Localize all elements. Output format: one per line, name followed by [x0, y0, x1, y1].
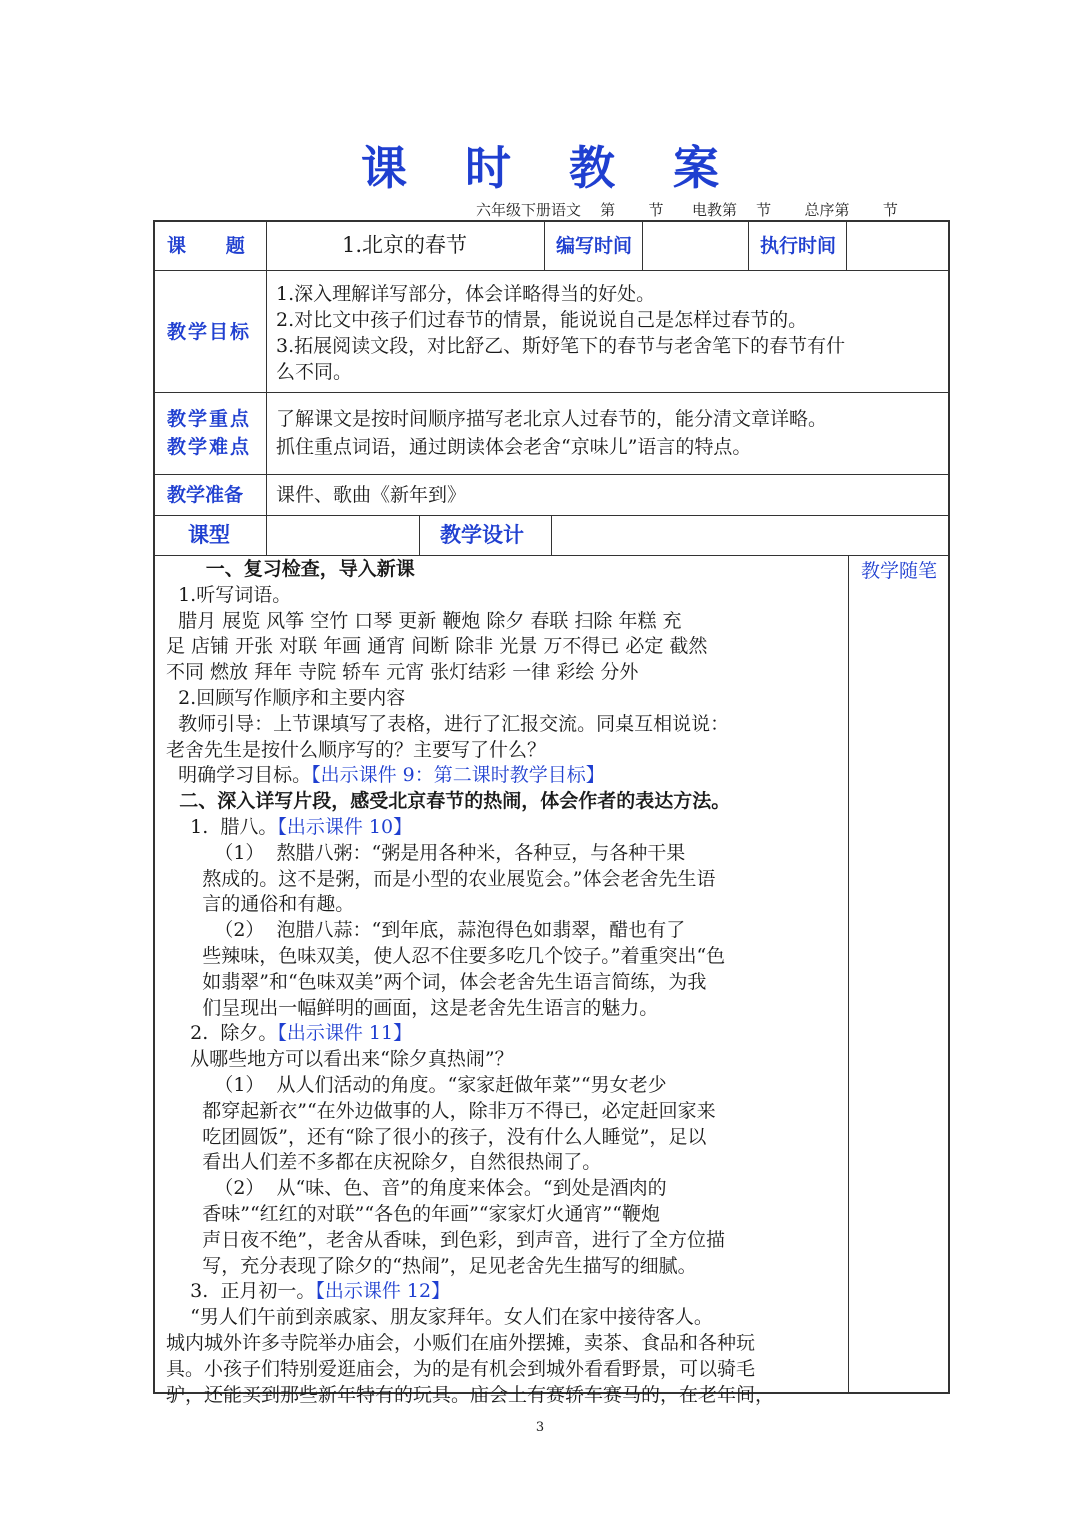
page-title: 课时教案	[361, 141, 777, 195]
prep-label: 教学准备	[167, 484, 244, 506]
body-line	[166, 815, 412, 841]
body-text: 二、深入详写片段，感受北京春节的热闹，体会作者的表达方法。	[166, 790, 731, 813]
body-line	[166, 867, 715, 893]
body-line	[166, 1176, 667, 1202]
goals-label: 教学目标	[167, 321, 252, 343]
col-divider	[748, 220, 749, 271]
body-text: 具。小孩子们特别爱逛庙会，为的是有机会到城外看看野景，可以骑毛	[166, 1357, 756, 1380]
notes-label: 教学随笔	[861, 560, 938, 582]
body-line	[166, 918, 685, 944]
body-text: 足 店铺 开张 对联 年画 通宵 间断 除非 光景 万不得已 必定 截然	[166, 635, 708, 658]
body-text: （1） 从人们活动的角度。“家家赶做年菜”“男女老少	[166, 1074, 667, 1096]
body-text: 如翡翠”和“色味双美”两个词，体会老舍先生语言简练，为我	[166, 970, 707, 993]
body-line	[166, 1047, 514, 1073]
body-line	[166, 1305, 713, 1331]
body-text: 一、复习检查，导入新课	[166, 558, 415, 580]
body-text: 明确学习目标。	[166, 764, 312, 787]
body-line	[166, 712, 729, 738]
body-text: 些辣味，色味双美，使人忍不住要多吃几个饺子。”着重突出“色	[166, 945, 726, 967]
body-line	[166, 1125, 706, 1151]
body-text: 1. 腊八。	[166, 816, 278, 838]
course-info-line: 六年级下册语文 第 节 电教第 节 总序第 节	[476, 201, 898, 219]
body-line	[166, 609, 682, 635]
body-text: 声日夜不绝”，老舍从香味，到色彩，到声音，进行了全方位描	[166, 1228, 725, 1251]
body-text: （1） 熬腊八粥：“粥是用各种米，各种豆，与各种干果	[166, 841, 686, 864]
body-text: 2.回顾写作顺序和主要内容	[166, 687, 406, 709]
body-text: 教师引导：上节课填写了表格，进行了汇报交流。同桌互相说说：	[166, 712, 730, 735]
lesson-type-label: 课型	[188, 523, 230, 547]
col-divider	[419, 515, 420, 556]
body-line	[166, 1228, 725, 1254]
courseware-reference: 【出示课件 11】	[277, 1022, 413, 1045]
row-divider	[153, 474, 950, 475]
body-line	[166, 634, 707, 660]
body-text: 吃团圆饭”，还有“除了很小的孩子，没有什么人睡觉”，足以	[166, 1125, 707, 1148]
body-text: 腊月 展览 风筝 空竹 口琴 更新 鞭炮 除夕 春联 扫除 年糕 充	[166, 609, 682, 632]
courseware-reference: 【出示课件 9：第二课时教学目标】	[311, 764, 605, 787]
body-line	[166, 1021, 412, 1047]
body-line	[166, 738, 546, 764]
table-border-right	[948, 220, 950, 1394]
body-line	[166, 763, 605, 789]
body-line	[166, 1073, 667, 1099]
key-point-text: 了解课文是按时间顺序描写老北京人过春节的，能分清文章详略。	[276, 408, 828, 430]
goal-line: 3.拓展阅读文段，对比舒乙、斯妤笔下的春节与老舍笔下的春节有什	[276, 335, 846, 357]
design-label: 教学设计	[440, 523, 524, 547]
prep-value: 课件、歌曲《新年到》	[276, 484, 467, 506]
body-text: 不同 燃放 拜年 寺院 轿车 元宵 张灯结彩 一律 彩绘 分外	[166, 661, 639, 684]
body-text: 熬成的。这不是粥，而是小型的农业展览会。”体会老舍先生语	[166, 867, 716, 890]
courseware-reference: 【出示课件 10】	[277, 816, 413, 838]
body-text: 从哪些地方可以看出来“除夕真热闹”？	[166, 1048, 514, 1071]
col-divider	[642, 220, 643, 271]
body-text: 写，充分表现了除夕的“热闹”，足见老舍先生描写的细腻。	[166, 1254, 697, 1277]
difficulties-label: 教学难点	[167, 436, 252, 458]
body-line	[166, 1150, 601, 1176]
goal-line: 么不同。	[276, 361, 353, 383]
body-text: 言的通俗和有趣。	[166, 893, 355, 916]
body-text: 城内城外许多寺院举办庙会，小贩们在庙外摆摊，卖茶、食品和各种玩	[166, 1332, 756, 1354]
body-text: 驴，还能买到那些新年特有的玩具。庙会上有赛轿车赛马的，在老年间，	[166, 1383, 775, 1406]
body-text: 们呈现出一幅鲜明的画面，这是老舍先生语言的魅力。	[166, 996, 659, 1019]
topic-label: 课 题	[167, 235, 245, 257]
exec-time-label: 执行时间	[760, 235, 837, 257]
body-line	[166, 841, 685, 867]
body-line	[166, 1202, 660, 1228]
body-line	[166, 557, 415, 583]
body-text: 3. 正月初一。	[166, 1280, 316, 1303]
body-line	[166, 1099, 716, 1125]
table-border-top	[153, 220, 950, 222]
body-text: （2） 泡腊八蒜：“到年底，蒜泡得色如翡翠，醋也有了	[166, 919, 686, 942]
goal-line: 2.对比文中孩子们过春节的情景，能说说自己是怎样过春节的。	[276, 309, 808, 331]
body-text: 看出人们差不多都在庆祝除夕，自然很热闹了。	[166, 1151, 602, 1174]
body-line	[166, 583, 291, 609]
courseware-reference: 【出示课件 12】	[315, 1280, 451, 1303]
body-line	[166, 1331, 755, 1357]
page-number: 3	[535, 1420, 545, 1435]
col-divider	[266, 220, 267, 556]
col-divider	[551, 515, 552, 556]
body-text: “男人们午前到亲戚家、朋友家拜年。女人们在家中接待客人。	[166, 1306, 713, 1329]
table-border-left	[153, 220, 155, 1394]
body-text: 老舍先生是按什么顺序写的？主要写了什么？	[166, 738, 547, 761]
compile-time-label: 编写时间	[556, 235, 633, 257]
row-divider	[153, 270, 950, 271]
body-text: （2） 从“味、色、音”的角度来体会。“到处是酒肉的	[166, 1177, 667, 1200]
key-points-label: 教学重点	[167, 408, 252, 430]
row-divider	[153, 392, 950, 393]
body-line	[166, 944, 725, 970]
body-text: 1.听写词语。	[166, 583, 292, 606]
body-line	[166, 1357, 755, 1383]
col-divider	[544, 220, 545, 271]
body-line	[166, 996, 658, 1022]
body-line	[166, 1383, 774, 1409]
body-line	[166, 970, 706, 996]
body-text: 都穿起新衣”“在外边做事的人，除非万不得已，必定赶回家来	[166, 1099, 716, 1122]
lesson-topic: 1.北京的春节	[342, 233, 468, 257]
goal-line: 1.深入理解详写部分，体会详略得当的好处。	[276, 283, 656, 305]
difficulty-text: 抓住重点词语，通过朗读体会老舍“京味儿”语言的特点。	[276, 436, 752, 458]
body-line	[166, 892, 354, 918]
body-line	[166, 1279, 450, 1305]
col-divider	[848, 555, 849, 1393]
body-line	[166, 686, 405, 712]
body-line	[166, 789, 730, 815]
body-text: 2. 除夕。	[166, 1022, 278, 1045]
col-divider	[846, 220, 847, 271]
body-line	[166, 1254, 697, 1280]
body-line	[166, 660, 638, 686]
body-text: 香味”“红红的对联”“各色的年画”“家家灯火通宵”“鞭炮	[166, 1203, 660, 1225]
